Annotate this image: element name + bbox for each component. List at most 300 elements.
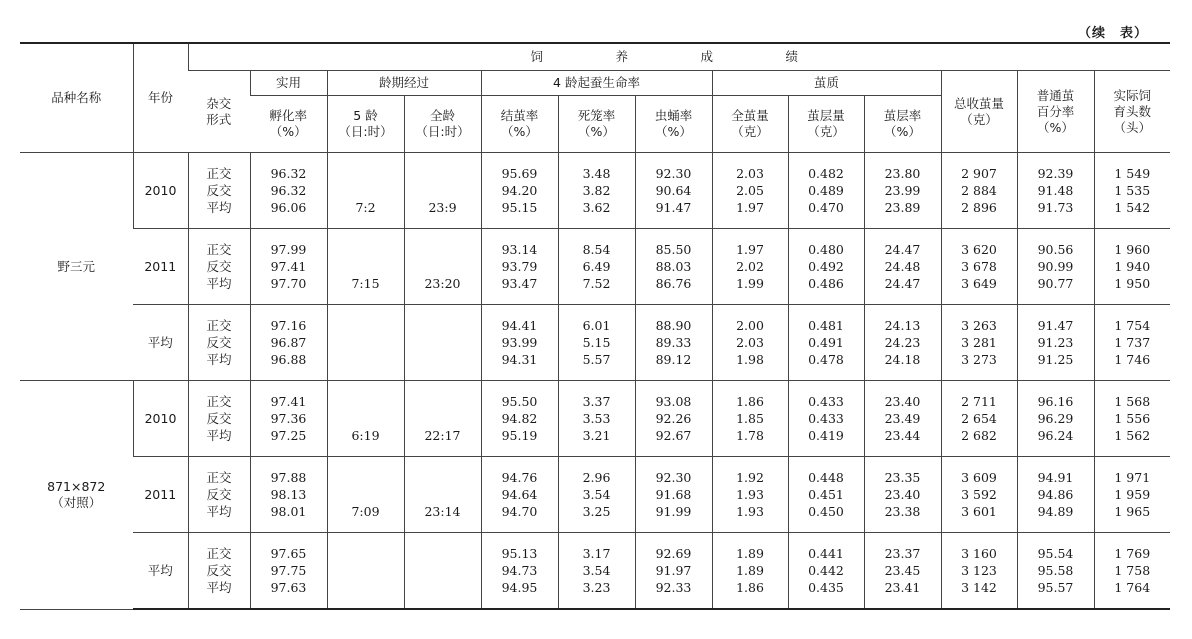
cell-value: 2 711 [961,394,997,409]
cell-value: 93.79 [501,259,538,274]
normal-cocoon-pct-cell [1017,305,1094,381]
cell-value: 1.92 [736,470,764,485]
header-shell-rate: 茧层率 （%） [864,96,941,153]
cell-value: 1 959 [1114,487,1151,502]
cell-spacer [405,334,481,351]
whole-instar-cell [404,305,481,381]
header-cross-type: 杂交 形式 [188,71,250,153]
cell-value: 94.76 [501,470,538,485]
cell-value: 96.16 [1037,394,1074,409]
cell-value: 95.50 [501,394,538,409]
cell-value: 1 960 [1114,242,1151,257]
year-cell: 平均 [133,533,188,610]
cell-value: 1 737 [1114,335,1151,350]
cell-spacer [328,334,404,351]
cell-value: 95.19 [501,428,538,443]
cell-value: 23:14 [424,504,461,519]
cell-value: 正交 [206,470,232,485]
cell-value: 24.23 [884,335,921,350]
cocoon-weight-cell [712,229,788,305]
cell-value: 97.63 [270,580,307,595]
cell-spacer [328,393,404,410]
cocooning-rate-cell [481,153,558,229]
cell-value: 0.478 [808,352,844,367]
cross-type-cell [188,381,250,457]
cell-value: 3 609 [961,470,997,485]
cell-value: 94.89 [1037,504,1074,519]
cell-spacer [328,469,404,486]
cell-value: 1 769 [1114,546,1151,561]
cross-type-cell [188,229,250,305]
cell-value: 1.86 [736,394,764,409]
header-variety: 品种名称 [20,43,133,153]
cell-value: 94.41 [501,318,538,333]
cell-value: 92.30 [655,166,692,181]
cell-value: 97.16 [270,318,307,333]
cell-value: 8.54 [582,242,611,257]
cocooning-rate-cell [481,457,558,533]
cell-value: 23.37 [884,546,921,561]
cell-value: 85.50 [655,242,692,257]
total-yield-cell [941,533,1017,610]
cocooning-rate-cell [481,533,558,610]
cell-value: 92.69 [655,546,692,561]
cell-value: 正交 [206,242,232,257]
dead-cage-rate-cell [558,153,635,229]
cell-value: 0.433 [808,394,844,409]
cell-value: 91.47 [1037,318,1074,333]
pupation-rate-cell [635,533,712,610]
header-cocoon-weight: 全茧量 （克） [712,96,788,153]
cell-value: 96.29 [1037,411,1074,426]
cell-value: 0.448 [808,470,844,485]
cell-value: 反交 [206,487,232,502]
year-cell: 2010 [133,153,188,229]
total-yield-cell [941,305,1017,381]
cell-value: 3.37 [582,394,611,409]
shell-rate-cell [864,533,941,610]
cell-value: 正交 [206,546,232,561]
cell-value: 93.99 [501,335,538,350]
cell-value: 23.35 [884,470,921,485]
header-hatch-rate: 孵化率 （%） [250,96,327,153]
cell-value: 5.15 [582,335,611,350]
hatch-rate-cell [250,229,327,305]
dead-cage-rate-cell [558,305,635,381]
dead-cage-rate-cell [558,381,635,457]
cocooning-rate-cell [481,229,558,305]
header-shell-weight: 茧层量 （克） [788,96,864,153]
cell-value: 23.41 [884,580,921,595]
cell-value: 91.48 [1037,183,1074,198]
cell-value: 2.02 [736,259,764,274]
cell-spacer [405,562,481,579]
cell-value: 1 754 [1114,318,1151,333]
shell-weight-cell [788,381,864,457]
cell-value: 2 654 [961,411,997,426]
cell-value: 1 549 [1114,166,1151,181]
cell-value: 94.86 [1037,487,1074,502]
header-total-yield: 总收茧量 （克） [941,71,1017,153]
larvae-count-cell [1094,533,1170,610]
pupation-rate-cell [635,153,712,229]
cell-value: 91.47 [655,200,692,215]
cell-value: 7.52 [582,276,611,291]
hatch-rate-cell [250,533,327,610]
cocooning-rate-cell [481,305,558,381]
cell-value: 23.80 [884,166,921,181]
cell-value: 0.491 [808,335,844,350]
cell-value: 平均 [206,276,232,291]
total-yield-cell [941,457,1017,533]
cell-value: 95.15 [501,200,538,215]
cell-value: 2 884 [961,183,997,198]
cell-value: 90.99 [1037,259,1074,274]
cell-value: 94.64 [501,487,538,502]
shell-weight-cell [788,153,864,229]
cell-value: 反交 [206,335,232,350]
whole-instar-cell [404,381,481,457]
table-row [20,229,1170,305]
cell-value: 平均 [206,504,232,519]
cell-value: 1.86 [736,580,764,595]
cocoon-weight-cell [712,381,788,457]
cell-value: 3 263 [961,318,997,333]
shell-rate-cell [864,457,941,533]
cell-value: 93.08 [655,394,692,409]
cell-value: 3 160 [961,546,997,561]
variety-name-cell: 871×872 （对照） [20,381,133,610]
normal-cocoon-pct-cell [1017,229,1094,305]
cell-value: 0.450 [808,504,844,519]
cell-value: 91.68 [655,487,692,502]
cell-value: 0.480 [808,242,844,257]
normal-cocoon-pct-cell [1017,153,1094,229]
silkworm-rearing-table [20,42,1170,610]
cell-value: 91.23 [1037,335,1074,350]
total-yield-cell [941,229,1017,305]
cell-value: 86.76 [655,276,692,291]
cell-value: 97.70 [270,276,307,291]
cell-value: 23.38 [884,504,921,519]
header-dead-cage-rate: 死笼率 （%） [558,96,635,153]
cell-value: 3.17 [582,546,611,561]
cell-value: 0.486 [808,276,844,291]
cell-value: 3.21 [582,428,611,443]
cell-value: 5.57 [582,352,611,367]
normal-cocoon-pct-cell [1017,381,1094,457]
cell-spacer [405,486,481,503]
cell-spacer [405,241,481,258]
cell-value: 1.78 [736,428,764,443]
cell-value: 6.01 [582,318,611,333]
shell-weight-cell [788,533,864,610]
fifth-instar-cell [327,229,404,305]
cell-value: 97.25 [270,428,307,443]
cell-value: 3 601 [961,504,997,519]
cell-value: 平均 [206,428,232,443]
cell-value: 0.433 [808,411,844,426]
cell-value: 98.13 [270,487,307,502]
cell-spacer [405,182,481,199]
cell-value: 0.470 [808,200,844,215]
cell-value: 97.75 [270,563,307,578]
cell-value: 2.03 [736,335,764,350]
cell-spacer [328,410,404,427]
cell-value: 94.95 [501,580,538,595]
cell-value: 1 562 [1114,428,1151,443]
cell-value: 3 281 [961,335,997,350]
cell-value: 3 123 [961,563,997,578]
shell-rate-cell [864,229,941,305]
cell-value: 7:09 [351,504,380,519]
pupation-rate-cell [635,457,712,533]
pupation-rate-cell [635,229,712,305]
cell-value: 1 535 [1114,183,1151,198]
cell-value: 1.89 [736,546,764,561]
cell-value: 2.96 [582,470,611,485]
cell-value: 反交 [206,563,232,578]
dead-cage-rate-cell [558,457,635,533]
cell-value: 94.91 [1037,470,1074,485]
cell-value: 1 568 [1114,394,1151,409]
cell-value: 0.482 [808,166,844,181]
table-row [20,381,1170,457]
header-instar-duration: 龄期经过 [327,71,481,96]
cell-value: 3 678 [961,259,997,274]
cell-value: 95.69 [501,166,538,181]
cell-value: 94.31 [501,352,538,367]
cell-value: 97.36 [270,411,307,426]
cell-value: 3 592 [961,487,997,502]
larvae-count-cell [1094,381,1170,457]
cell-value: 24.47 [884,242,921,257]
larvae-count-cell [1094,305,1170,381]
table-row [20,153,1170,229]
cell-value: 反交 [206,183,232,198]
dead-cage-rate-cell [558,229,635,305]
cell-value: 97.88 [270,470,307,485]
cell-value: 3.54 [582,487,611,502]
shell-weight-cell [788,457,864,533]
header-fifth-instar: 5 龄 （日:时） [327,96,404,153]
cell-value: 0.451 [808,487,844,502]
cell-value: 91.97 [655,563,692,578]
cell-spacer [405,258,481,275]
header-cocoon-quality: 茧质 [712,71,941,96]
continued-label: （续 表） [1077,26,1148,41]
shell-weight-cell [788,229,864,305]
pupation-rate-cell [635,305,712,381]
cell-value: 94.73 [501,563,538,578]
header-practical: 实用 [250,71,327,96]
cell-value: 22:17 [424,428,461,443]
cell-value: 90.77 [1037,276,1074,291]
hatch-rate-cell [250,153,327,229]
cell-value: 97.99 [270,242,307,257]
cell-value: 1.93 [736,504,764,519]
fifth-instar-cell [327,381,404,457]
cell-value: 平均 [206,352,232,367]
cross-type-cell [188,305,250,381]
table-row [20,533,1170,610]
whole-instar-cell [404,457,481,533]
cell-value: 95.58 [1037,563,1074,578]
cocooning-rate-cell [481,381,558,457]
cell-spacer [328,317,404,334]
cell-spacer [328,258,404,275]
cell-value: 23.44 [884,428,921,443]
cell-value: 平均 [206,580,232,595]
shell-rate-cell [864,305,941,381]
cell-value: 94.20 [501,183,538,198]
cell-value: 96.06 [270,200,307,215]
shell-weight-cell [788,305,864,381]
header-cocooning-rate: 结茧率 （%） [481,96,558,153]
hatch-rate-cell [250,381,327,457]
cell-value: 91.73 [1037,200,1074,215]
cell-value: 0.441 [808,546,844,561]
header-year: 年份 [133,43,188,153]
cell-value [328,351,404,368]
fifth-instar-cell [327,153,404,229]
cell-value: 7:2 [355,200,376,215]
shell-rate-cell [864,381,941,457]
cell-value: 3.53 [582,411,611,426]
cell-value: 96.88 [270,352,307,367]
cell-value: 1.93 [736,487,764,502]
cocoon-weight-cell [712,457,788,533]
cell-spacer [328,182,404,199]
year-cell: 2011 [133,457,188,533]
cell-value: 91.25 [1037,352,1074,367]
cell-spacer [405,469,481,486]
cell-value [405,579,481,596]
cell-value: 24.18 [884,352,921,367]
cell-value: 96.32 [270,166,307,181]
cocoon-weight-cell [712,305,788,381]
cell-spacer [405,393,481,410]
cell-value: 97.41 [270,394,307,409]
table-row [20,457,1170,533]
cell-value: 95.13 [501,546,538,561]
year-cell: 平均 [133,305,188,381]
normal-cocoon-pct-cell [1017,457,1094,533]
cell-value: 正交 [206,166,232,181]
cell-value: 95.57 [1037,580,1074,595]
whole-instar-cell [404,229,481,305]
fifth-instar-cell [327,533,404,610]
cell-value: 2 896 [961,200,997,215]
cell-spacer [328,165,404,182]
cell-spacer [405,317,481,334]
cell-value: 23.40 [884,394,921,409]
pupation-rate-cell [635,381,712,457]
cell-value: 97.41 [270,259,307,274]
cell-value: 95.54 [1037,546,1074,561]
cell-value [328,579,404,596]
header-larvae-count: 实际饲 育头数 （头） [1094,71,1170,153]
header-whole-instar: 全龄 （日:时） [404,96,481,153]
cell-value: 96.87 [270,335,307,350]
cell-value: 0.435 [808,580,844,595]
cell-value: 0.492 [808,259,844,274]
cell-value: 23.89 [884,200,921,215]
cell-value: 1 556 [1114,411,1151,426]
cell-value: 89.33 [655,335,692,350]
cell-value: 0.489 [808,183,844,198]
header-normal-cocoon-pct: 普通茧 百分率 （%） [1017,71,1094,153]
cell-value: 3.62 [582,200,611,215]
cell-value: 3.25 [582,504,611,519]
cell-value: 88.03 [655,259,692,274]
cell-value: 6:19 [351,428,380,443]
cell-value: 0.419 [808,428,844,443]
cell-value [405,351,481,368]
cell-value: 94.70 [501,504,538,519]
larvae-count-cell [1094,457,1170,533]
cell-spacer [405,410,481,427]
cell-value: 92.33 [655,580,692,595]
header-rearing-results: 饲 养 成 绩 [188,43,1170,71]
cell-value: 92.26 [655,411,692,426]
cell-value: 0.442 [808,563,844,578]
cell-value: 3.23 [582,580,611,595]
cell-value: 92.30 [655,470,692,485]
table-row [20,305,1170,381]
cell-value: 7:15 [351,276,380,291]
cell-value: 23.99 [884,183,921,198]
cell-value: 正交 [206,394,232,409]
cell-value: 3.82 [582,183,611,198]
cell-value: 1 542 [1114,200,1151,215]
cell-value: 96.24 [1037,428,1074,443]
cell-value: 23.49 [884,411,921,426]
cell-value: 93.14 [501,242,538,257]
cell-value: 89.12 [655,352,692,367]
cell-value: 1.99 [736,276,764,291]
cell-value: 3 142 [961,580,997,595]
cell-value: 23.45 [884,563,921,578]
cell-value: 2.03 [736,166,764,181]
cell-spacer [405,165,481,182]
cell-value: 24.13 [884,318,921,333]
larvae-count-cell [1094,153,1170,229]
cell-spacer [328,562,404,579]
cell-value: 88.90 [655,318,692,333]
cell-value: 6.49 [582,259,611,274]
cell-value: 96.32 [270,183,307,198]
header-pupation-rate: 虫蛹率 （%） [635,96,712,153]
cell-value: 92.39 [1037,166,1074,181]
total-yield-cell [941,381,1017,457]
variety-name-cell: 野三元 [20,153,133,381]
cell-value: 23:20 [424,276,461,291]
cell-value: 平均 [206,200,232,215]
cell-value: 1.97 [736,200,764,215]
cell-value: 1 764 [1114,580,1151,595]
cell-value: 1.98 [736,352,764,367]
cell-value: 1.97 [736,242,764,257]
cell-value: 反交 [206,259,232,274]
cell-value: 24.47 [884,276,921,291]
cell-value: 3.48 [582,166,611,181]
cell-value: 1.89 [736,563,764,578]
cell-value: 92.67 [655,428,692,443]
hatch-rate-cell [250,457,327,533]
cell-value: 91.99 [655,504,692,519]
cell-value: 3 273 [961,352,997,367]
